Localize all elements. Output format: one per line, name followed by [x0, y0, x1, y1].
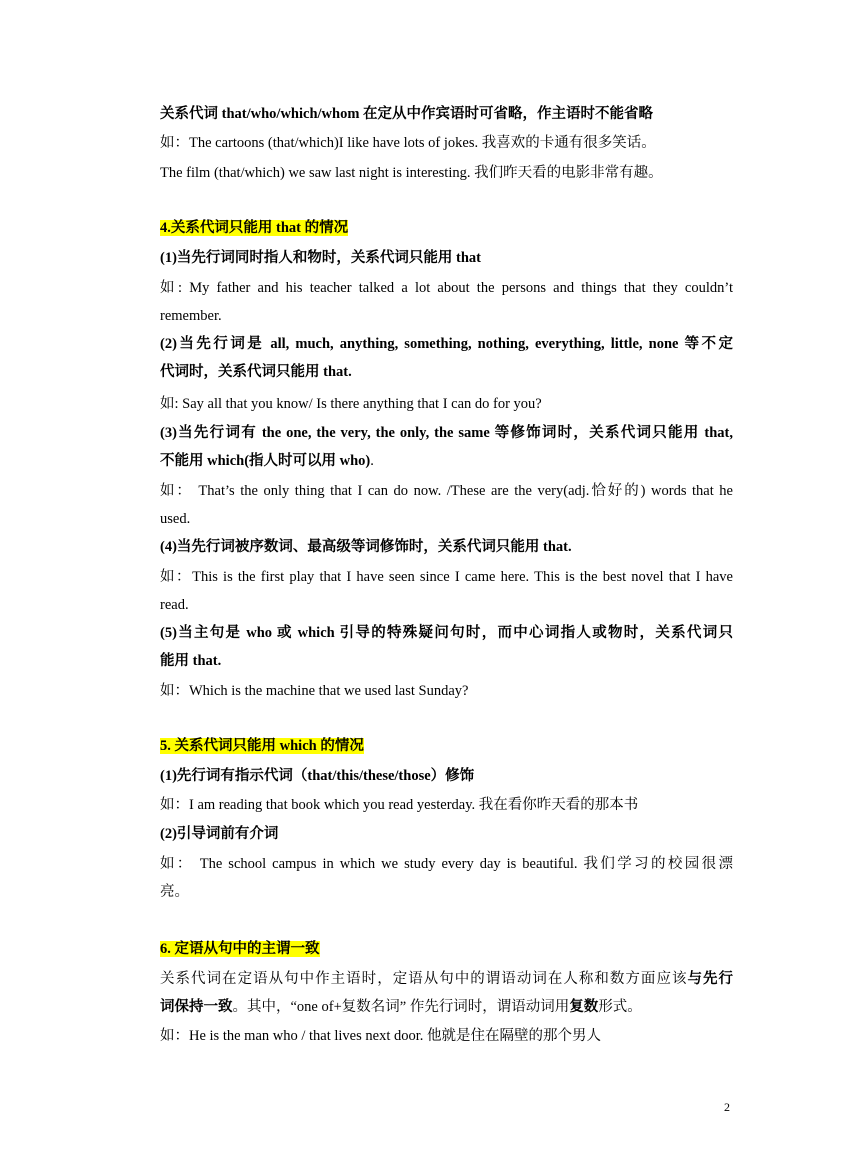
section-4-heading: 4.关系代词只能用 that 的情况 — [160, 220, 349, 236]
rule-4-3-title-line2-bold: 不能用 which(指人时可以用 who) — [160, 453, 371, 469]
rule-4-5-example: 如：Which is the machine that we used last Sunday? — [160, 683, 469, 699]
rule-6-text-line1-plain: 关系代词在定语从句中作主语时，定语从句中的谓语动词在人称和数方面应该 — [160, 971, 688, 987]
rule-4-2-title-line2: 代词时，关系代词只能用 that. — [160, 364, 352, 380]
section-5-heading: 5. 关系代词只能用 which 的情况 — [160, 738, 364, 754]
rule-4-1-example-line1: 如: My father and his teacher talked a lot about the persons and things that they couldn’t — [160, 280, 733, 296]
rule-6-text-line2 — [160, 997, 733, 1017]
rule-6-text-line1-bold: 与先行 — [687, 971, 734, 987]
relative-pronoun-omission-rule: 关系代词 that/who/which/whom 在定从中作宾语时可省略，作主语时不能省略 — [160, 106, 654, 122]
rule-5-2-title: (2)引导词前有介词 — [160, 826, 279, 842]
example-film: The film (that/which) we saw last night is interesting. 我们昨天看的电影非常有趣。 — [160, 165, 663, 181]
section-5-heading-line — [160, 736, 733, 756]
rule-6-text-line2-end: 形式。 — [598, 999, 642, 1015]
rule-4-1-title: (1)当先行词同时指人和物时，关系代词只能用 that — [160, 250, 482, 266]
section-6-heading-line — [160, 939, 733, 959]
rule-4-5-title-line2: 能用 that. — [160, 653, 222, 669]
example-cartoons: 如：The cartoons (that/which)I like have lots of jokes. 我喜欢的卡通有很多笑话。 — [160, 135, 656, 151]
rule-5-2-example-line1: 如： The school campus in which we study every day is beautiful. 我们学习的校园很漂 — [160, 856, 733, 872]
rule-6-text-line2-bold: 词保持一致 — [160, 999, 233, 1015]
page-number: 2 — [724, 1100, 730, 1114]
section-4-heading-line — [160, 218, 733, 238]
rule-5-1-example: 如：I am reading that book which you read yesterday. 我在看你昨天看的那本书 — [160, 797, 639, 813]
rule-6-example: 如：He is the man who / that lives next door. 他就是住在隔壁的那个男人 — [160, 1028, 602, 1044]
rule-4-3-title-line2-end: . — [370, 453, 374, 469]
rule-6-text-line2-bold2: 复数 — [569, 999, 599, 1015]
rule-4-2-example: 如: Say all that you know/ Is there anything that I can do for you? — [160, 396, 542, 412]
rule-4-2-title-line1: (2)当先行词是 all, much, anything, something, nothing, everything, little, none 等不定 — [160, 336, 733, 352]
rule-4-4-example-line2: read. — [160, 597, 189, 613]
rule-6-text-line1 — [160, 969, 733, 989]
rule-4-4-example-line1: 如：This is the first play that I have seen since I came here. This is the best novel that I have — [160, 569, 733, 585]
rule-4-3-example-line2: used. — [160, 511, 191, 527]
rule-4-3-title-line2 — [160, 451, 733, 471]
rule-6-text-line2-mid: 。其中，“one of+复数名词” 作先行词时，谓语动词用 — [232, 999, 570, 1015]
rule-4-1-example-line2: remember. — [160, 308, 222, 324]
rule-5-1-title: (1)先行词有指示代词（that/this/these/those）修饰 — [160, 768, 475, 784]
rule-4-4-title: (4)当先行词被序数词、最高级等词修饰时，关系代词只能用 that. — [160, 539, 572, 555]
rule-4-5-title-line1: (5)当主句是 who 或 which 引导的特殊疑问句时，而中心词指人或物时，关系代词只 — [160, 625, 733, 641]
rule-4-3-title-line1: (3)当先行词有 the one, the very, the only, the same 等修饰词时，关系代词只能用 that, — [160, 425, 733, 441]
rule-4-3-example-line1: 如： That’s the only thing that I can do now. /These are the very(adj.恰好的) words that he — [160, 483, 733, 499]
section-6-heading: 6. 定语从句中的主谓一致 — [160, 941, 320, 957]
rule-5-2-example-line2: 亮。 — [160, 884, 189, 900]
